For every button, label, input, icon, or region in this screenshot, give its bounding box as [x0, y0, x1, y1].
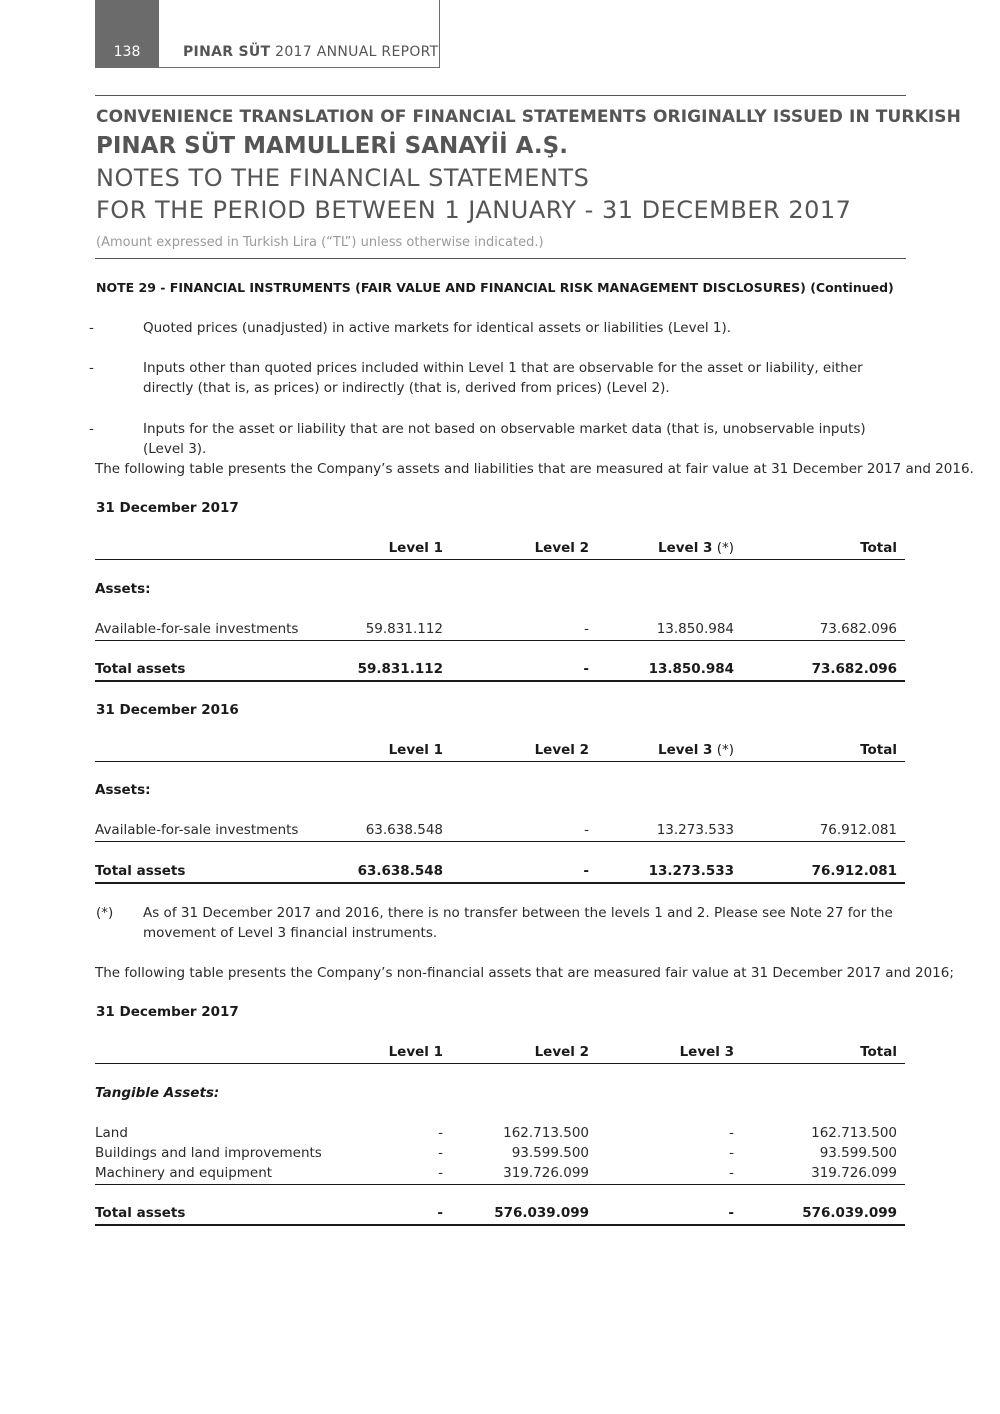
table3-row-l3: -: [729, 1165, 734, 1181]
col-header-level3-mark: (*): [712, 742, 734, 758]
convenience-heading: CONVENIENCE TRANSLATION OF FINANCIAL STATEMENTS ORIGINALLY ISSUED IN TURKISH: [96, 107, 961, 127]
table3-row-total: 93.599.500: [819, 1145, 897, 1161]
col-header-level3-text: Level 3: [657, 540, 713, 556]
table2-total-rule: [95, 882, 905, 884]
intro-paragraph-2: The following table presents the Company’s non-financial assets that are measured fair value at 31 December 2017 and 2016;: [95, 965, 954, 981]
footnote-text: As of 31 December 2017 and 2016, there is no transfer between the levels 1 and 2. Please see Note 27 for the movement of Level 3 financial instruments.: [143, 905, 893, 941]
table1-total-l2: -: [583, 661, 589, 677]
table3-date: 31 December 2017: [96, 1004, 239, 1020]
note-title: NOTE 29 - FINANCIAL INSTRUMENTS (FAIR VALUE AND FINANCIAL RISK MANAGEMENT DISCLOSURES) (Continued): [96, 280, 894, 295]
col-header-level1: Level 1: [388, 742, 443, 758]
bullet-marker: -: [89, 421, 94, 437]
table1-total-total: 73.682.096: [811, 661, 897, 677]
table3-row-l2: 93.599.500: [511, 1145, 589, 1161]
title-top-rule: [95, 95, 906, 96]
col-header-level3: [595, 540, 734, 556]
col-header-level3-mark: (*): [712, 540, 734, 556]
table2-row-total: 76.912.081: [819, 822, 897, 838]
table1-row-total: 73.682.096: [819, 621, 897, 637]
table3-row-l2: 162.713.500: [503, 1125, 589, 1141]
table2-row-l1: 63.638.548: [365, 822, 443, 838]
table3-row-total: 319.726.099: [811, 1165, 897, 1181]
table1-total-label: Total assets: [95, 661, 186, 677]
table3-total-label: Total assets: [95, 1205, 186, 1221]
bullet-marker: -: [89, 360, 94, 376]
bullet-marker: -: [89, 320, 94, 336]
table1-section: Assets:: [95, 581, 151, 597]
amount-note: (Amount expressed in Turkish Lira (“TL”) unless otherwise indicated.): [96, 235, 544, 250]
table2-row-label: Available-for-sale investments: [95, 822, 299, 838]
table3-total-l3: -: [728, 1205, 734, 1221]
table3-row-label: Land: [95, 1125, 128, 1141]
intro-paragraph-1: The following table presents the Company’s assets and liabilities that are measured at fair value at 31 December 2017 and 2016.: [95, 461, 974, 477]
bullet-level-2: Inputs other than quoted prices included within Level 1 that are observable for the asset or liability, either directly (that is, as prices) or indirectly (that is, derived from prices) (Level 2).: [143, 360, 863, 396]
table3-row-total: 162.713.500: [811, 1125, 897, 1141]
table3-row-l3: -: [729, 1125, 734, 1141]
table3-row-l3: -: [729, 1145, 734, 1161]
table3-row-l2: 319.726.099: [503, 1165, 589, 1181]
table1-row-label: Available-for-sale investments: [95, 621, 299, 637]
title-bottom-rule: [95, 258, 906, 259]
table2-total-label: Total assets: [95, 863, 186, 879]
col-header-level2: Level 2: [534, 1044, 589, 1060]
table2-row-l3: 13.273.533: [656, 822, 734, 838]
table2-section: Assets:: [95, 782, 151, 798]
table1-total-l3: 13.850.984: [648, 661, 734, 677]
col-header-level1: Level 1: [388, 1044, 443, 1060]
page-number: 138: [113, 44, 141, 60]
report-title-rest: 2017 ANNUAL REPORT: [270, 44, 439, 60]
report-title: [183, 44, 439, 60]
table1-row-rule: [95, 640, 905, 641]
table1-date: 31 December 2017: [96, 500, 239, 516]
period-heading: FOR THE PERIOD BETWEEN 1 JANUARY - 31 DECEMBER 2017: [96, 196, 852, 224]
col-header-total: Total: [860, 1044, 897, 1060]
table3-row-l1: -: [438, 1125, 443, 1141]
col-header-total: Total: [860, 742, 897, 758]
col-header-level2: Level 2: [534, 540, 589, 556]
table1-total-rule: [95, 680, 905, 682]
col-header-level2: Level 2: [534, 742, 589, 758]
table3-row-label: Buildings and land improvements: [95, 1145, 322, 1161]
table2-row-rule: [95, 841, 905, 842]
table2-total-l3: 13.273.533: [648, 863, 734, 879]
bullet-level-3: Inputs for the asset or liability that are not based on observable market data (that is, unobservable inputs) (Level 3).: [143, 421, 866, 457]
table2-total-l2: -: [583, 863, 589, 879]
notes-heading: NOTES TO THE FINANCIAL STATEMENTS: [96, 164, 590, 192]
table3-row-rule: [95, 1184, 905, 1185]
col-header-level3: [595, 742, 734, 758]
table1-row-l2: -: [584, 621, 589, 637]
table1-header-rule: [95, 559, 905, 560]
table3-section: Tangible Assets:: [95, 1085, 220, 1101]
table2-header-rule: [95, 761, 905, 762]
table2-total-total: 76.912.081: [811, 863, 897, 879]
col-header-total: Total: [860, 540, 897, 556]
table3-row-l1: -: [438, 1165, 443, 1181]
table2-date: 31 December 2016: [96, 702, 239, 718]
col-header-level3: Level 3: [679, 1044, 734, 1060]
col-header-level3-text: Level 3: [657, 742, 713, 758]
table1-row-l1: 59.831.112: [365, 621, 443, 637]
col-header-level1: Level 1: [388, 540, 443, 556]
table3-total-total: 576.039.099: [802, 1205, 897, 1221]
table1-row-l3: 13.850.984: [656, 621, 734, 637]
table3-total-l2: 576.039.099: [494, 1205, 589, 1221]
company-name: PINAR SÜT MAMULLERİ SANAYİİ A.Ş.: [96, 133, 568, 159]
table3-total-rule: [95, 1224, 905, 1226]
table3-row-label: Machinery and equipment: [95, 1165, 273, 1181]
footnote-marker: (*): [96, 905, 114, 921]
table2-total-l1: 63.638.548: [357, 863, 443, 879]
report-title-brand: PINAR SÜT: [183, 44, 271, 60]
table3-header-rule: [95, 1063, 905, 1064]
table1-total-l1: 59.831.112: [357, 661, 443, 677]
table3-row-l1: -: [438, 1145, 443, 1161]
table2-row-l2: -: [584, 822, 589, 838]
bullet-level-1: Quoted prices (unadjusted) in active markets for identical assets or liabilities (Level 1).: [143, 320, 732, 336]
table3-total-l1: -: [437, 1205, 443, 1221]
